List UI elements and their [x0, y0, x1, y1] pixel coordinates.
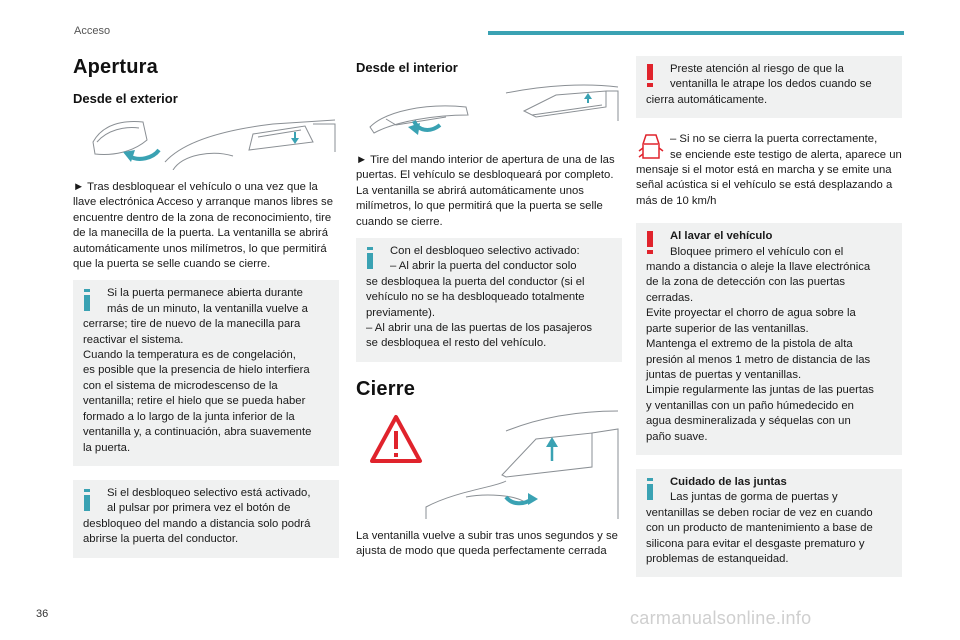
car-door-open-warning-icon	[638, 132, 664, 162]
subheading-exterior: Desde el exterior	[73, 91, 178, 106]
heading-apertura: Apertura	[73, 56, 158, 78]
info-icon	[646, 478, 654, 502]
column-2	[356, 56, 622, 560]
info-box-selective-unlock-interior: Con el desbloqueo selectivo activado: – Al abrir la puerta del conductor solo se desbloquea la puerta del conductor (si el vehículo no se ha desbloqueado totalmente previamente). – Al abrir una de las puertas de los pasajeros se desbloquea el resto del vehículo.	[356, 238, 622, 362]
subheading-interior: Desde el interior	[356, 60, 458, 75]
closing-paragraph: La ventanilla vuelve a subir tras unos segundos y se ajusta de modo que queda perfectamente cerrada	[356, 529, 618, 558]
column-3	[636, 56, 902, 591]
exterior-handle-illustration	[73, 112, 339, 170]
info-icon	[83, 289, 91, 313]
info-icon	[366, 247, 374, 271]
watermark: carmanualsonline.info	[630, 608, 812, 628]
page-number: 36	[36, 608, 49, 620]
exterior-paragraph: ► Tras desbloquear el vehículo o una vez que la llave electrónica Acceso y arranque manos libres se encuentre dentro de la zona de reconocimiento, tire de la manecilla de la puerta. La ventanilla se abrirá automáticamente unos milímetros, lo que permitirá que la puerta se selle cuando se cierre.	[73, 181, 333, 271]
warning-triangle-icon	[372, 417, 420, 461]
washing-title: Al lavar el vehículo	[670, 230, 773, 243]
info-box-seal-care: Cuidado de las juntas Las juntas de gorma de puertas y ventanillas se deben rociar de vez en cuando con un producto de mantenimiento a base de silicona para evitar el desgaste prematuro y problemas de estanqueidad.	[636, 469, 902, 577]
interior-handle-illustration	[356, 81, 622, 143]
closing-illustration	[356, 407, 622, 519]
warning-box-washing: Al lavar el vehículo Bloquee primero el vehículo con el mando a distancia o aleje la llave electrónica de la zona de detección con las puertas cerradas. Evite proyectar el chorro de agua sobre la parte superior de las ventanillas. Mantenga el extremo de la pistola de alta presión al menos 1 metro de distancia de las juntas de puertas y ventanillas. Limpie regularmente las juntas de las puertas y ventanillas con un paño húmedecido en agua desmineralizada y séquelas con un paño suave.	[636, 223, 902, 455]
info-icon	[83, 489, 91, 513]
header-accent-bar	[488, 31, 904, 35]
column-1	[73, 56, 339, 572]
warning-icon	[646, 231, 654, 255]
interior-paragraph: ► Tire del mando interior de apertura de una de las puertas. El vehículo se desbloqueará por completo. La ventanilla se abrirá automáticamente unos milímetros, lo que permitirá que la puerta se selle cuando se cierre.	[356, 154, 615, 228]
warning-icon	[646, 64, 654, 88]
seal-care-title: Cuidado de las juntas	[670, 475, 787, 488]
door-open-alert: – Si no se cierra la puerta correctamente, se enciende este testigo de alerta, aparece un mensaje si el motor está en marcha y se emite una señal acústica si el vehículo se está desplazando a más de 10 km/h	[636, 133, 902, 207]
header-title: Acceso	[74, 25, 111, 37]
info-box-door-open: Si la puerta permanece abierta durante más de un minuto, la ventanilla vuelve a cerrarse; tire de nuevo de la manecilla para reactivar el sistema. Cuando la temperatura es de congelación, es posible que la presencia de hielo interfiera con el sistema de microdescenso de la ventanilla; retire el hielo que se pueda haber formado a lo largo de la junta inferior de la ventanilla y, a continuación, abra suavemente la puerta.	[73, 280, 339, 465]
warning-box-fingers: Preste atención al riesgo de que la ventanilla le atrape los dedos cuando se cierra automáticamente.	[636, 56, 902, 118]
info-box-selective-unlock: Si el desbloqueo selectivo está activado, al pulsar por primera vez el botón de desbloqueo del mando a distancia solo podrá abrirse la puerta del conductor.	[73, 480, 339, 558]
heading-cierre: Cierre	[356, 377, 416, 400]
